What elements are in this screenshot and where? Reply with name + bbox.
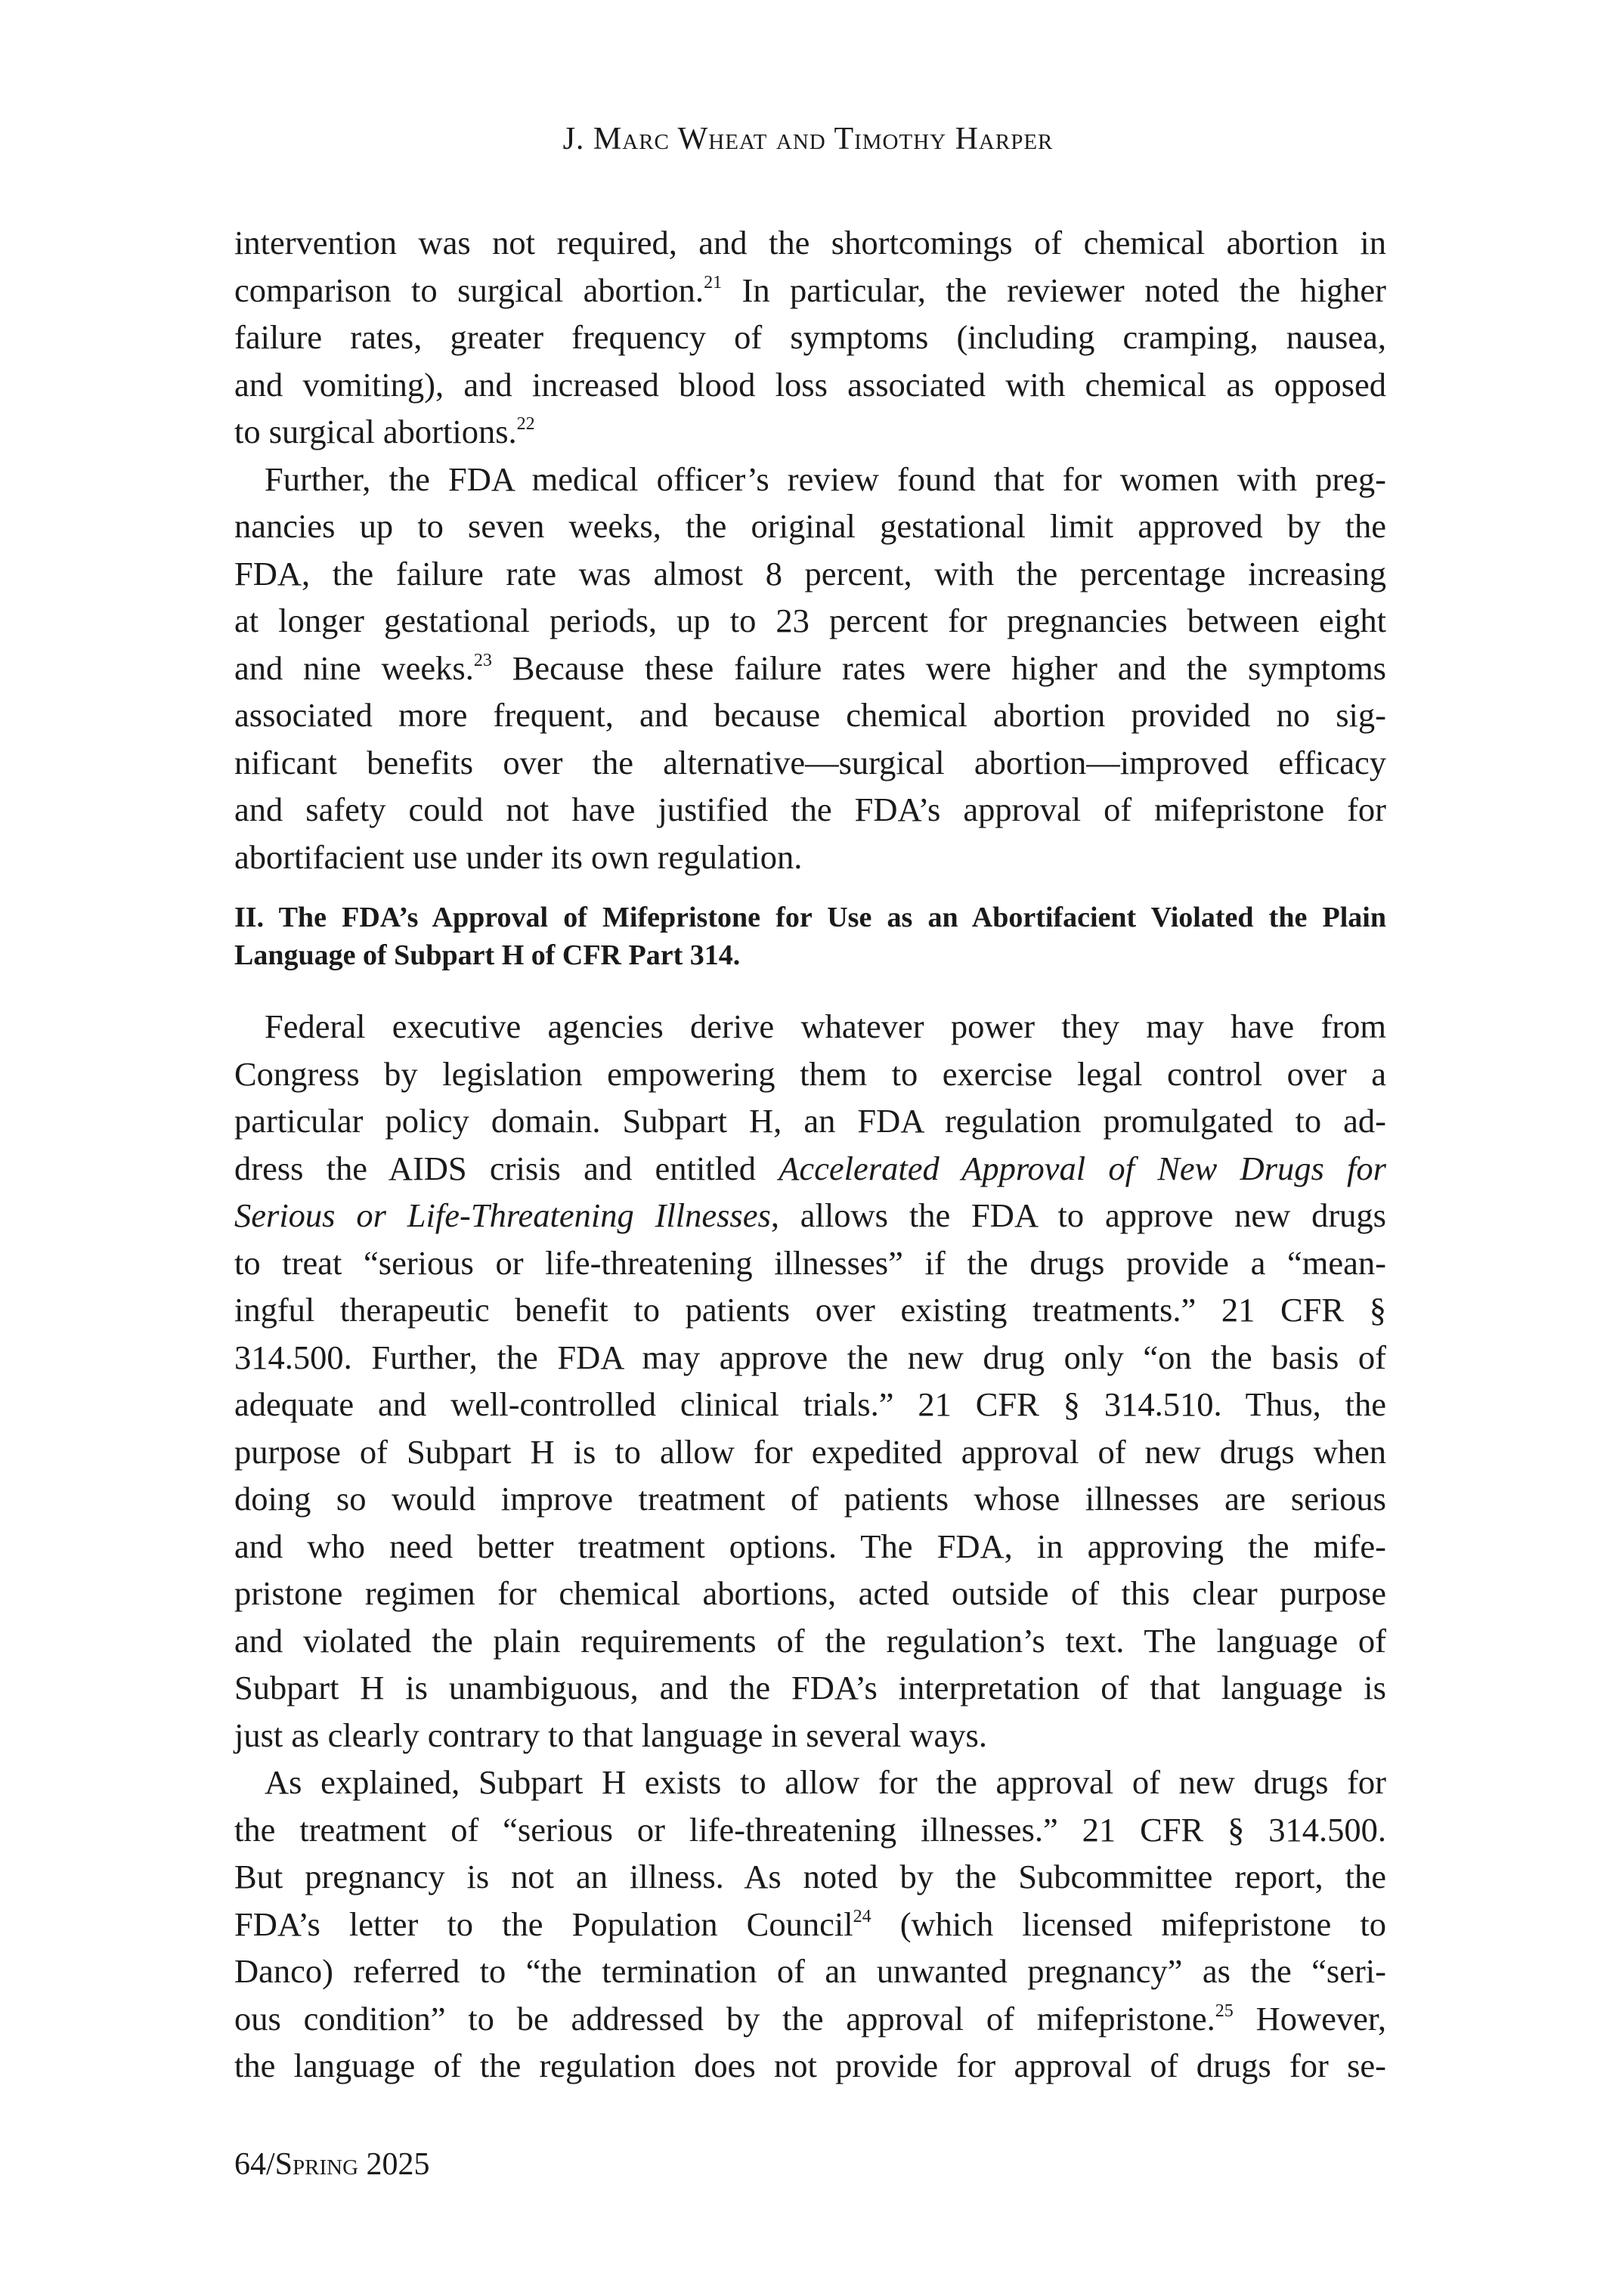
text-line: to treat “serious or life-threatening illnesses” if the drugs provide a “mean- [234, 1243, 1386, 1282]
text-line: 314.500. Further, the FDA may approve the new drug only “on the basis of [234, 1338, 1386, 1376]
text-line: and vomiting), and increased blood loss associated with chemical as opposed [234, 365, 1386, 404]
text-line: at longer gestational periods, up to 23 percent for pregnancies between eight [234, 602, 1386, 639]
text-line: As explained, Subpart H exists to allow for the approval of new drugs for [265, 1763, 1386, 1801]
heading-line: II. The FDA’s Approval of Mifepristone for Use as an Abortifacient Violated the Plain [234, 902, 1386, 933]
folio-number: 64/ [234, 2147, 275, 2182]
text-line: the language of the regulation does not provide for approval of drugs for se- [234, 2047, 1386, 2084]
footnote-ref: 22 [516, 414, 535, 434]
text-line: and nine weeks.$^{23}$ Because these failure rates were higher and the symptoms [234, 648, 1386, 687]
section-heading [234, 899, 1386, 974]
body-text [234, 219, 1386, 2090]
text-line: But pregnancy is not an illness. As noted by the Subcommittee report, the [234, 1858, 1386, 1895]
folio-year: 2025 [358, 2147, 430, 2182]
page-folio [234, 2146, 430, 2183]
text-line: and safety could not have justified the FDA’s approval of mifepristone for [234, 791, 1386, 828]
text-line: dress the AIDS crisis and entitled Accelerated Approval of New Drugs for [234, 1149, 1386, 1187]
text-line: Federal executive agencies derive whatever power they may have from [265, 1007, 1386, 1045]
footnote-ref: 25 [1215, 2000, 1234, 2021]
text-line: FDA, the failure rate was almost 8 percent, with the percentage increasing [234, 554, 1386, 593]
text-line: to surgical abortions.$^{22}$ [234, 413, 535, 450]
text-line: comparison to surgical abortion.$^{21}$ In particular, the reviewer noted the higher [234, 271, 1386, 309]
running-head: J. Marc Wheat and Timothy Harper [562, 122, 1054, 156]
text-line: failure rates, greater frequency of symptoms (including cramping, nausea, [234, 318, 1386, 356]
text-line: Congress by legislation empowering them to exercise legal control over a [234, 1054, 1386, 1093]
text-line: associated more frequent, and because chemical abortion provided no sig- [234, 696, 1386, 734]
text-line: ous condition” to be addressed by the approval of mifepristone.$^{25}$ However, [234, 1999, 1387, 2038]
paragraph-group-1 [234, 219, 1386, 880]
text-line: intervention was not required, and the shortcomings of chemical abortion in [234, 224, 1386, 261]
footnote-ref: 21 [704, 272, 723, 292]
text-line: FDA’s letter to the Population Council$^{24}$ (which licensed mifepristone to [234, 1905, 1386, 1943]
text-line: ingful therapeutic benefit to patients over existing treatments.” 21 CFR § [234, 1291, 1386, 1329]
paragraph-group-2 [234, 1003, 1386, 2090]
text-line: nificant benefits over the alternative—surgical abortion—improved efficacy [234, 743, 1386, 781]
heading-line: Language of Subpart H of CFR Part 314. [234, 939, 741, 971]
text-line: abortifacient use under its own regulation. [234, 837, 803, 876]
text-line: and who need better treatment options. The FDA, in approving the mife- [234, 1527, 1386, 1565]
text-line: particular policy domain. Subpart H, an FDA regulation promulgated to ad- [234, 1102, 1386, 1140]
text-line: purpose of Subpart H is to allow for expedited approval of new drugs when [234, 1432, 1386, 1471]
text-line: Subpart H is unambiguous, and the FDA’s interpretation of that language is [234, 1669, 1386, 1707]
footnote-ref: 24 [853, 1906, 871, 1926]
text-line: just as clearly contrary to that language in several ways. [234, 1716, 987, 1754]
text-line: Danco) referred to “the termination of an unwanted pregnancy” as the “seri- [234, 1952, 1386, 1990]
text-line: adequate and well-controlled clinical trials.” 21 CFR § 314.510. Thus, the [234, 1385, 1386, 1423]
text-line: doing so would improve treatment of patients whose illnesses are serious [234, 1480, 1386, 1518]
text-line: the treatment of “serious or life-threatening illnesses.” 21 CFR § 314.500. [234, 1810, 1386, 1849]
folio-season: Spring [274, 2147, 359, 2182]
text-line: Serious or Life-Threatening Illnesses, allows the FDA to approve new drugs [234, 1196, 1386, 1234]
footnote-ref: 23 [473, 650, 492, 670]
text-line: and violated the plain requirements of the regulation’s text. The language of [234, 1621, 1386, 1660]
text-line: nancies up to seven weeks, the original gestational limit approved by the [234, 507, 1386, 545]
text-line: pristone regimen for chemical abortions, acted outside of this clear purpose [234, 1574, 1386, 1612]
text-line: Further, the FDA medical officer’s review found that for women with preg- [265, 460, 1386, 498]
